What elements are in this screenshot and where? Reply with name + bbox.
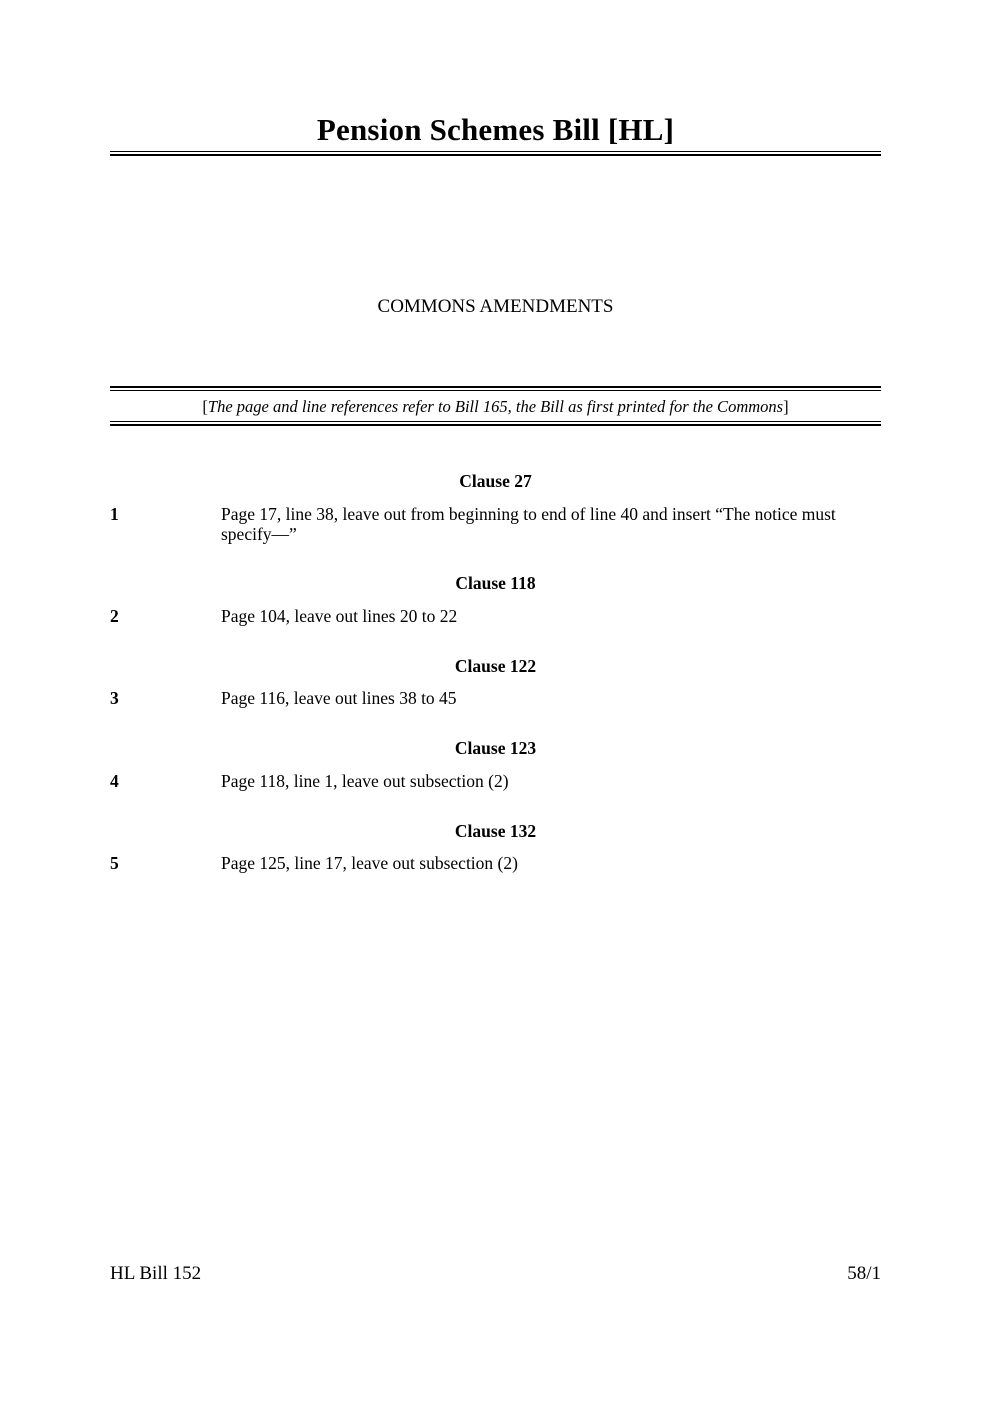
clause-heading: Clause 123 bbox=[454, 738, 537, 758]
amendment-number: 1 bbox=[110, 504, 119, 524]
clause-heading: Clause 122 bbox=[454, 656, 537, 676]
title-rule-thin bbox=[110, 151, 881, 152]
amendment-text: Page 116, leave out lines 38 to 45 bbox=[221, 688, 457, 708]
reference-note bbox=[110, 396, 881, 418]
amendment-number: 3 bbox=[110, 688, 119, 708]
clause-heading: Clause 132 bbox=[454, 821, 537, 841]
amendment-text: Page 17, line 38, leave out from beginning to end of line 40 and insert “The notice must specify—” bbox=[221, 504, 836, 544]
note-rule-top-thick bbox=[110, 386, 881, 388]
footer-bill-reference: HL Bill 152 bbox=[110, 1263, 202, 1284]
amendment-number: 5 bbox=[110, 853, 119, 873]
note-text: The page and line references refer to Bill 165, the Bill as first printed for the Commons bbox=[207, 397, 784, 416]
amendment-text: Page 104, leave out lines 20 to 22 bbox=[221, 606, 458, 626]
clause-heading: Clause 27 bbox=[459, 471, 532, 491]
amendment-number: 4 bbox=[110, 771, 119, 791]
amendment-text: Page 118, line 1, leave out subsection (2) bbox=[221, 771, 509, 791]
clause-heading: Clause 118 bbox=[455, 573, 536, 593]
note-rule-bottom-thin bbox=[110, 421, 881, 422]
footer-page-reference: 58/1 bbox=[847, 1263, 881, 1284]
amendment-number: 2 bbox=[110, 606, 119, 626]
document-title: Pension Schemes Bill [HL] bbox=[316, 112, 675, 147]
note-close-bracket: ] bbox=[783, 397, 789, 416]
note-open-bracket: [ bbox=[202, 397, 208, 416]
amendment-text: Page 125, line 17, leave out subsection (2) bbox=[221, 853, 518, 873]
title-rule-thick bbox=[110, 154, 881, 156]
note-rule-top-thin bbox=[110, 390, 881, 391]
document-subtitle: COMMONS AMENDMENTS bbox=[377, 296, 614, 317]
note-rule-bottom-thick bbox=[110, 424, 881, 426]
